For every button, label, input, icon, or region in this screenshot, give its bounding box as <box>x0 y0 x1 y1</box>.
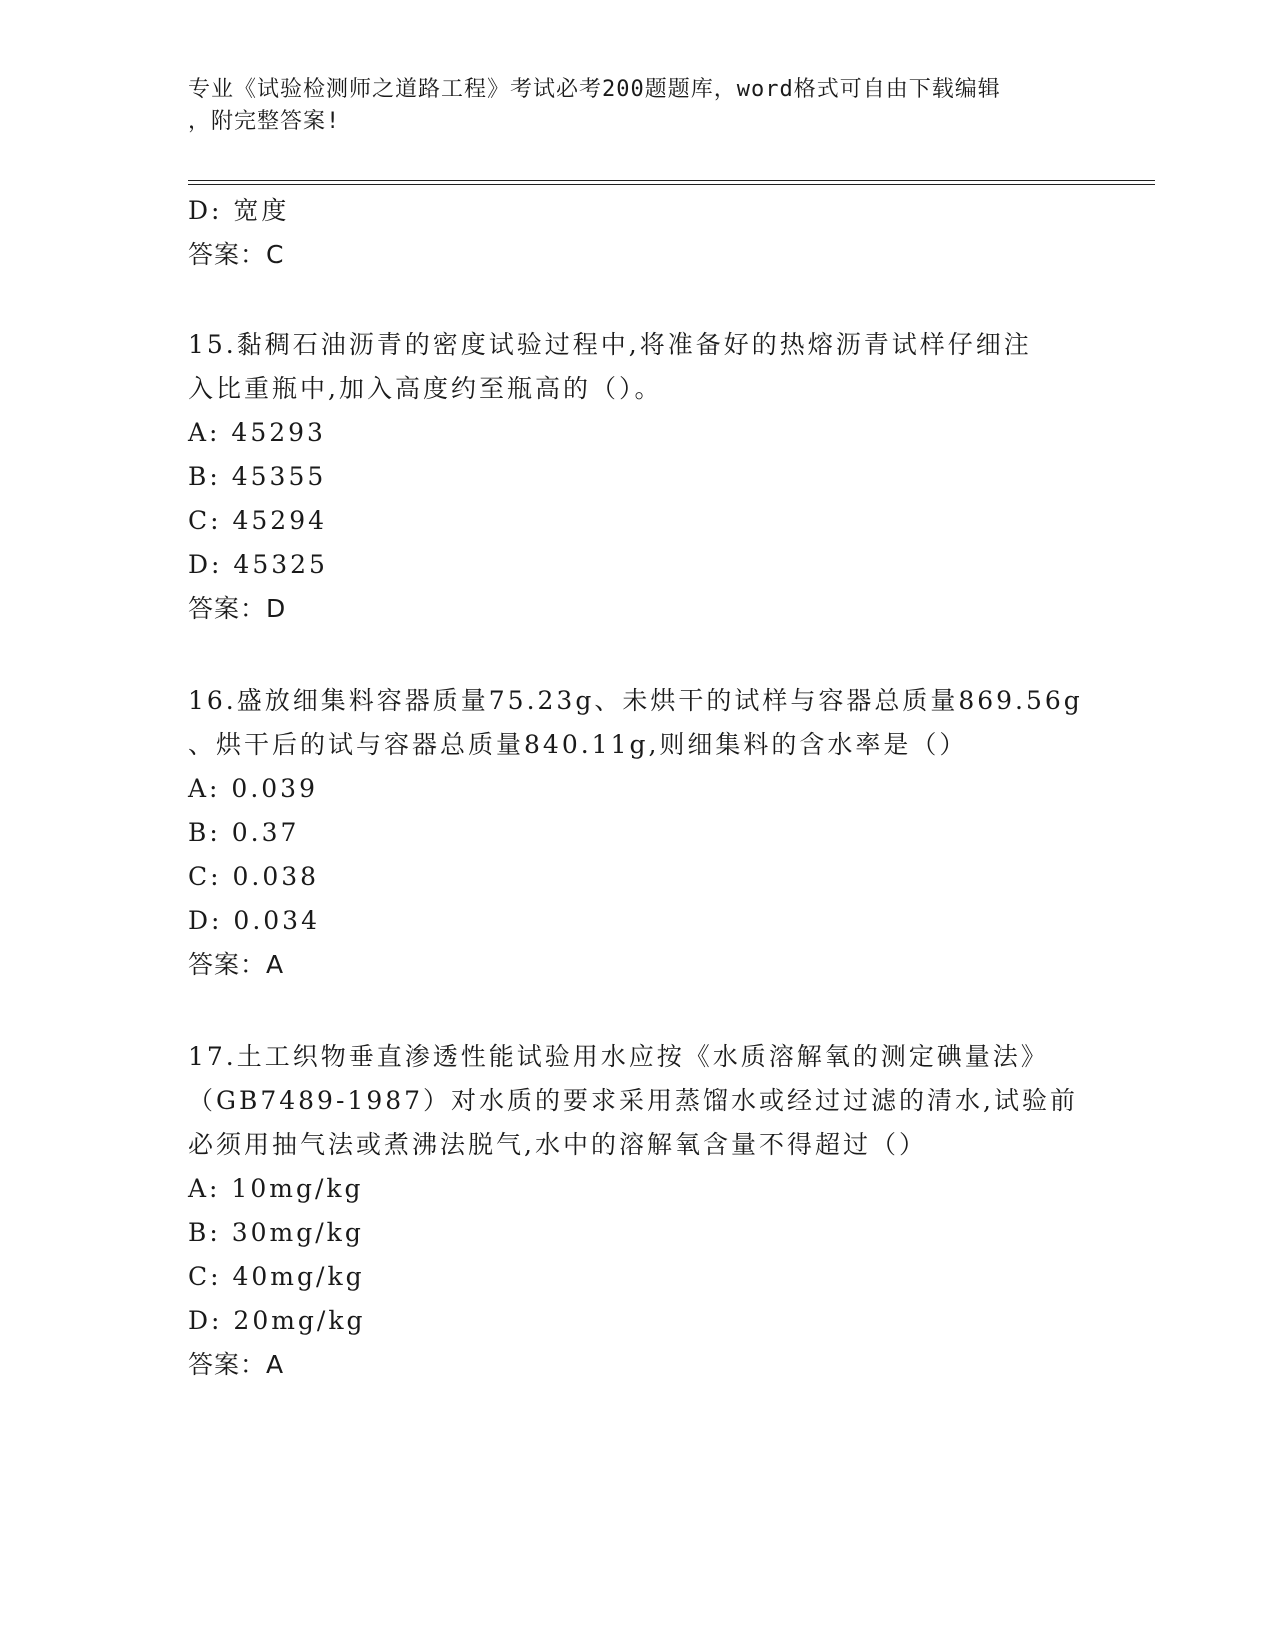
q17-stem-line-3: 必须用抽气法或煮沸法脱气,水中的溶解氧含量不得超过（） <box>188 1130 927 1159</box>
q15-stem-line-2: 入比重瓶中,加入高度约至瓶高的（）。 <box>188 374 663 403</box>
q15-option-c: C: 45294 <box>188 506 328 535</box>
q16-option-a: A: 0.039 <box>188 774 318 803</box>
q15-stem-line-1: 15.黏稠石油沥青的密度试验过程中,将准备好的热熔沥青试样仔细注 <box>188 330 1032 359</box>
header-line-2: ，附完整答案! <box>188 109 341 134</box>
header-divider-top <box>188 180 1155 181</box>
q16-answer: 答案：A <box>188 950 285 979</box>
q17-stem-line-1: 17.土工织物垂直渗透性能试验用水应按《水质溶解氧的测定碘量法》 <box>188 1042 1049 1071</box>
q17-option-c: C: 40mg/kg <box>188 1262 365 1291</box>
q16-option-c: C: 0.038 <box>188 862 320 891</box>
q16-stem-line-1: 16.盛放细集料容器质量75.23g、未烘干的试样与容器总质量869.56g <box>188 686 1083 715</box>
header-divider-bottom <box>188 184 1155 185</box>
prev-answer: 答案：C <box>188 240 285 269</box>
q16-stem-line-2: 、烘干后的试与容器总质量840.11g,则细集料的含水率是（） <box>188 730 968 759</box>
q17-stem-line-2: （GB7489-1987）对水质的要求采用蒸馏水或经过过滤的清水,试验前 <box>188 1086 1078 1115</box>
q17-option-b: B: 30mg/kg <box>188 1218 364 1247</box>
q16-option-d: D: 0.034 <box>188 906 320 935</box>
q15-answer: 答案：D <box>188 594 287 623</box>
prev-option-d: D: 宽度 <box>188 196 290 225</box>
q17-option-d: D: 20mg/kg <box>188 1306 366 1335</box>
q17-option-a: A: 10mg/kg <box>188 1174 364 1203</box>
q15-option-a: A: 45293 <box>188 418 326 447</box>
q15-option-d: D: 45325 <box>188 550 328 579</box>
header-line-1: 专业《试验检测师之道路工程》考试必考200题题库，word格式可自由下载编辑 <box>188 77 1001 102</box>
q16-option-b: B: 0.37 <box>188 818 300 847</box>
document-header <box>188 74 1068 138</box>
q17-answer: 答案：A <box>188 1350 285 1379</box>
q15-option-b: B: 45355 <box>188 462 327 491</box>
